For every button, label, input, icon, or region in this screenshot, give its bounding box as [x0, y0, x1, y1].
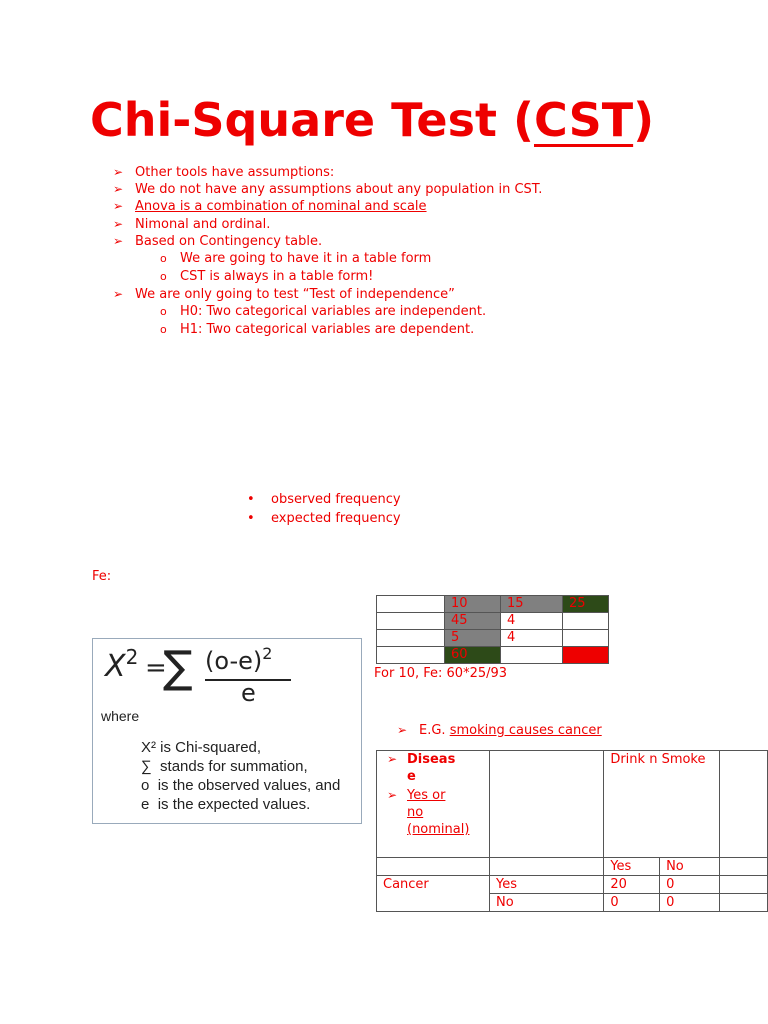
sub-bullet-item: o H1: Two categorical variables are dependent.	[160, 322, 475, 337]
circle-bullet-icon: o	[160, 270, 167, 283]
expected-frequency-item: • expected frequency	[247, 511, 401, 526]
page-title	[90, 90, 654, 150]
table-cell	[719, 751, 767, 858]
table-row	[377, 596, 609, 613]
table-cell	[719, 894, 767, 912]
bullet-item: ➢ Nimonal and ordinal.	[113, 217, 271, 232]
fe-label: Fe:	[92, 569, 112, 584]
disease-header-cell: ➢ Diseas e ➢ Yes or no (nominal)	[377, 751, 490, 858]
chi-symbol: $X^2$	[105, 645, 139, 684]
example-item: ➢ E.G. smoking causes cancer	[397, 723, 602, 738]
grid-cell	[377, 596, 445, 613]
table-row	[377, 613, 609, 630]
arrow-bullet-icon: ➢	[113, 217, 124, 231]
calc-note: For 10, Fe: 60*25/93	[374, 666, 508, 681]
arrow-bullet-icon: ➢	[113, 165, 124, 179]
chi-square-formula-image	[92, 638, 362, 824]
drink-smoke-header: Drink n Smoke	[604, 751, 719, 858]
no-header: No	[660, 858, 720, 876]
bullet-item: ➢ We do not have any assumptions about any population in CST.	[113, 182, 543, 197]
row-label: No	[490, 894, 604, 912]
formula-denominator: e	[241, 679, 256, 707]
arrow-bullet-icon: ➢	[113, 287, 124, 301]
bullet-item: ➢ Anova is a combination of nominal and scale	[113, 199, 427, 214]
table-cell: 0	[660, 894, 720, 912]
contingency-table	[376, 750, 768, 912]
table-cell	[719, 858, 767, 876]
grid-cell: 4	[501, 613, 563, 630]
grid-cell: 15	[501, 596, 563, 613]
row-label-cancer: Cancer	[377, 876, 490, 912]
grid-cell: 10	[445, 596, 501, 613]
dot-bullet-icon: •	[247, 511, 255, 526]
sub-bullet-item: o CST is always in a table form!	[160, 269, 374, 284]
yes-header: Yes	[604, 858, 660, 876]
table-cell	[490, 858, 604, 876]
table-row	[377, 630, 609, 647]
circle-bullet-icon: o	[160, 305, 167, 318]
sub-bullet-item: o H0: Two categorical variables are independent.	[160, 304, 487, 319]
arrow-bullet-icon: ➢	[397, 723, 408, 737]
table-cell	[719, 876, 767, 894]
arrow-bullet-icon: ➢	[113, 182, 124, 196]
formula-line: e is the expected values.	[141, 796, 311, 813]
formula-where: where	[101, 708, 140, 724]
circle-bullet-icon: o	[160, 323, 167, 336]
formula-line: o is the observed values, and	[141, 777, 341, 794]
sub-bullet-item: o We are going to have it in a table form	[160, 251, 432, 266]
frequency-grid	[376, 595, 609, 664]
table-row	[377, 876, 768, 894]
formula-line: X² is Chi-squared,	[141, 739, 262, 756]
dot-bullet-icon: •	[247, 492, 255, 507]
grid-cell	[377, 630, 445, 647]
grid-cell	[501, 647, 563, 664]
bullet-item: ➢ Based on Contingency table.	[113, 234, 323, 249]
circle-bullet-icon: o	[160, 252, 167, 265]
grid-cell	[377, 647, 445, 664]
table-row	[377, 647, 609, 664]
example-link[interactable]: smoking causes cancer	[449, 723, 602, 738]
bullet-item: ➢ We are only going to test “Test of independence”	[113, 287, 455, 302]
table-cell: 0	[604, 894, 660, 912]
grid-cell: 5	[445, 630, 501, 647]
grid-cell	[563, 630, 609, 647]
equals-sign: =	[145, 653, 167, 683]
title-end: )	[633, 93, 655, 147]
arrow-bullet-icon: ➢	[387, 752, 398, 766]
formula-line: ∑ stands for summation,	[141, 758, 308, 775]
arrow-bullet-icon: ➢	[113, 234, 124, 248]
grid-cell	[377, 613, 445, 630]
table-cell: 20	[604, 876, 660, 894]
arrow-bullet-icon: ➢	[113, 199, 124, 213]
table-cell	[377, 858, 490, 876]
arrow-bullet-icon: ➢	[387, 788, 398, 802]
table-cell	[490, 751, 604, 858]
grid-cell	[563, 647, 609, 664]
table-cell: 0	[660, 876, 720, 894]
title-main: Chi-Square Test (	[90, 93, 534, 147]
grid-cell: 25	[563, 596, 609, 613]
grid-cell: 60	[445, 647, 501, 664]
summation-icon: ∑	[163, 642, 193, 693]
table-row	[377, 858, 768, 876]
grid-cell: 4	[501, 630, 563, 647]
observed-frequency-item: • observed frequency	[247, 492, 401, 507]
grid-cell: 45	[445, 613, 501, 630]
title-abbrev: CST	[534, 93, 634, 147]
formula-numerator: $(o-e)^2$	[205, 644, 273, 675]
row-label: Yes	[490, 876, 604, 894]
grid-cell	[563, 613, 609, 630]
table-row	[377, 751, 768, 858]
bullet-item: ➢ Other tools have assumptions:	[113, 165, 335, 180]
